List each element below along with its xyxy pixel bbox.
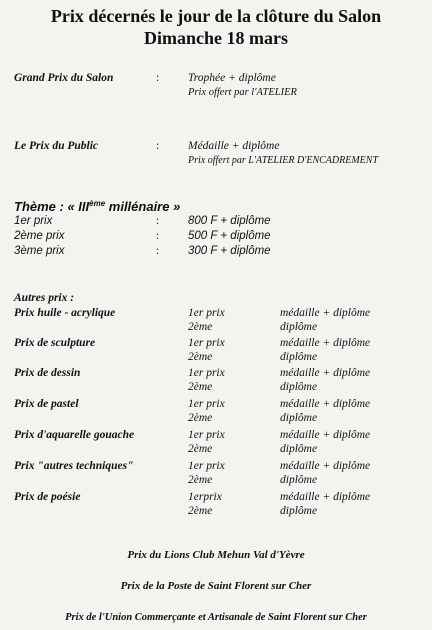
category-name: Prix d'aquarelle gouache	[14, 429, 135, 441]
grand-prix-label: Grand Prix du Salon	[14, 72, 114, 84]
theme-value-2: 500 F + diplôme	[188, 230, 271, 242]
category-second-award: diplôme	[280, 381, 318, 393]
category-name: Prix de sculpture	[14, 337, 96, 349]
category-second-award: diplôme	[280, 412, 318, 424]
grand-prix-award: Trophée + diplôme	[188, 72, 276, 84]
theme-rank-1: 1er prix	[14, 215, 53, 227]
theme-sep-2: :	[156, 230, 160, 242]
other-prizes-heading: Autres prix :	[14, 292, 75, 304]
category-second-award: diplôme	[280, 443, 318, 455]
category-first-award: médaille + diplôme	[280, 429, 371, 441]
category-second-rank: 2ème	[188, 443, 213, 455]
theme-value-1: 800 F + diplôme	[188, 215, 271, 227]
category-second-rank: 2ème	[188, 321, 213, 333]
footer-sponsor-union: Prix de l'Union Commerçante et Artisanale de Saint Florent sur Cher	[65, 612, 367, 623]
category-name: Prix huile - acrylique	[14, 307, 116, 319]
category-second-award: diplôme	[280, 505, 318, 517]
category-first-rank: 1er prix	[188, 460, 225, 472]
category-first-award: médaille + diplôme	[280, 398, 371, 410]
category-second-rank: 2ème	[188, 474, 213, 486]
category-first-award: médaille + diplôme	[280, 337, 371, 349]
category-first-award: médaille + diplôme	[280, 460, 371, 472]
category-first-rank: 1er prix	[188, 429, 225, 441]
category-name: Prix de pastel	[14, 398, 79, 410]
category-second-rank: 2ème	[188, 412, 213, 424]
category-second-rank: 2ème	[188, 505, 213, 517]
grand-prix-offer: Prix offert par l'ATELIER	[188, 87, 297, 98]
category-name: Prix de poésie	[14, 491, 81, 503]
public-prize-award: Médaille + diplôme	[188, 140, 280, 152]
category-first-award: médaille + diplôme	[280, 491, 371, 503]
category-first-rank: 1er prix	[188, 367, 225, 379]
theme-rank-2: 2ème prix	[14, 230, 65, 242]
theme-rank-3: 3ème prix	[14, 245, 65, 257]
category-name: Prix de dessin	[14, 367, 81, 379]
category-second-award: diplôme	[280, 321, 318, 333]
page-subtitle-date: Dimanche 18 mars	[144, 28, 288, 48]
category-second-rank: 2ème	[188, 351, 213, 363]
category-second-rank: 2ème	[188, 381, 213, 393]
category-second-award: diplôme	[280, 474, 318, 486]
theme-title: Thème : « IIIème millénaire »	[14, 199, 181, 214]
theme-value-3: 300 F + diplôme	[188, 245, 271, 257]
category-first-award: médaille + diplôme	[280, 307, 371, 319]
category-first-rank: 1er prix	[188, 398, 225, 410]
footer-sponsor-lions: Prix du Lions Club Mehun Val d'Yèvre	[127, 549, 305, 561]
category-first-rank: 1er prix	[188, 337, 225, 349]
category-first-rank: 1er prix	[188, 307, 225, 319]
category-name: Prix "autres techniques"	[14, 460, 134, 472]
public-prize-label: Le Prix du Public	[14, 140, 99, 152]
public-prize-offer: Prix offert par L'ATELIER D'ENCADREMENT	[188, 155, 379, 166]
page-title: Prix décernés le jour de la clôture du Salon	[50, 6, 382, 26]
category-second-award: diplôme	[280, 351, 318, 363]
theme-sep-1: :	[156, 215, 160, 227]
footer-sponsor-poste: Prix de la Poste de Saint Florent sur Cher	[120, 580, 312, 592]
category-first-award: médaille + diplôme	[280, 367, 371, 379]
public-prize-separator: :	[156, 140, 160, 152]
grand-prix-separator: :	[156, 72, 160, 84]
theme-sep-3: :	[156, 245, 160, 257]
category-first-rank: 1erprix	[188, 491, 222, 503]
